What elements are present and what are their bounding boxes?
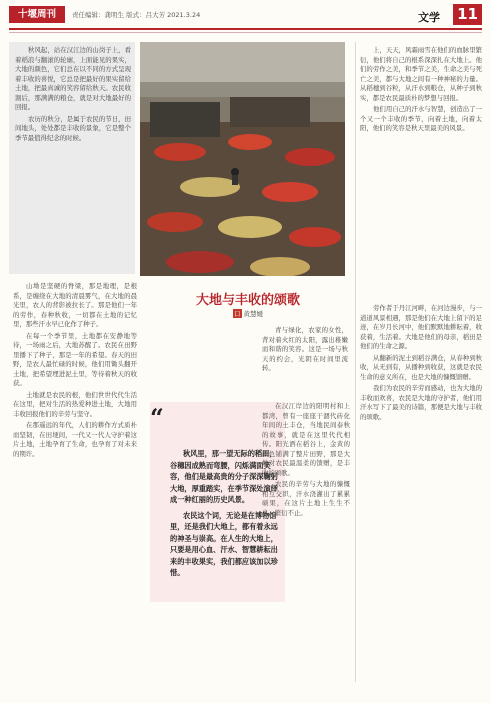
paragraph: 青与绿化，农家的女性，背对着火红的太阳，露出稚嫩而和谐的笑容。这是一场与秋天的约会，光阴在时间里流转。 [262,326,348,372]
column1-bottom-text [13,282,137,687]
paragraph: 他们用自己的汗水与智慧，创造出了一个又一个丰收的季节，向着土地，向着太阳，他们的笑容是秋天里最美的风景。 [360,105,482,132]
section-name: 文学 [418,11,440,24]
quote-paragraph: 农民这个词，无论是在博物馆里，还是我们大地上，都有着永远的神圣与崇高。在人生的大地上，只要是用心血、汗水、智慧耕耘出来的丰收果实，我们都应该加以珍惜。 [170,510,278,577]
harvest-photo [140,42,345,276]
paragraph: 山坳是坚硬的脊梁，那是地理，是根系，是缠绕在大地的清晨雾气，在大地的晨光里，农人的背影被拉长了。那是他们一年的劳作，春种秋收，一切都在土地的记忆里，那些汗水早已化作了种子。 [13,282,137,328]
column-badge [9,6,65,23]
paragraph: 从翻新的泥土到稻谷满仓，从春种到秋收，从无到有，从播种到收获，这就是农民生命的意义所在，也是大地的慷慨馈赠。 [360,353,482,381]
column-badge-label: 十堰周刊 [17,9,56,20]
paragraph: 我们为农民的辛劳而感动，也为大地的丰收而欢喜，农民是大地的守护者，他们用汗水写下了最美的诗篇，那便是大地与丰收的颂歌。 [360,384,482,421]
paragraph: 在汉江岸边的阳明村和上都湾，曾有一座座干涸代砖化年间的土丰仓，当地民间泰秋的故事，就是在这里代代相传。阳光洒在稻谷上，金黄的颜色铺满了整片田野，那是大地对农民最温柔的馈赠，是丰收的颂歌。 [262,402,350,477]
page-header [0,0,491,30]
paragraph: 在每一个季节里，土地都在安静地等待，一场雨之后，大地苏醒了。农民在田野里播下了种子，那是一年的希望。春天的田野，是农人最忙碌的时候，他们用锄头翻开土地，把希望埋进泥土里，等待着秋天的收获。 [13,331,137,387]
editor-line: 责任编辑：龚明生 版式：吕大芳 2021.3.24 [72,11,201,19]
column3-top-text [360,46,482,298]
author-line [150,309,346,318]
paragraph: 土地就是农民的根，他们世世代代生活在这里，把对生活的热爱种进土地，大地用丰收回报他们的辛劳与坚守。 [13,390,137,418]
column2-lower-text [262,402,350,684]
author-name: 黄慧媛 [243,310,263,318]
paragraph: 农历的秋分，是属于农民的节日，田间地头，处处都是丰收的景象，它是整个季节最值得纪念的时候。 [15,114,131,142]
header-rule-thin [9,32,482,33]
column3-bottom-text [360,304,482,684]
header-rule [9,28,482,30]
page-number: 11 [453,4,482,25]
paragraph: 秋风起，站在汉江边的山岗子上，看着稻浪与翻滚的轮廓，上面能见的果实，大地的颜色，它们总在以不同的方式呈现着丰收的喜悦，它总是把最好的果实留给土地，把最真诚的笑容留给秋天。农民收割后，那满满的粮仓，就是对大地最好的回报。 [15,46,131,111]
paragraph: 在那遥远的年代，人们的耕作方式质朴而坚韧，在田埂间，一代又一代人守护着这片土地，土地孕育了生命，也孕育了对未来的期许。 [13,421,137,458]
quote-paragraph: 秋风里，那一望无际的稻田，谷穗因成熟而弯腰，闪烁满面笑容，他们是最高贵的分子深深鞠躬大地，厚重踏实，在季节深处演绎成一种红丽的历史风景。 [170,449,278,504]
column1-top-text [15,46,131,271]
paragraph: 劳作者于丹江河畔，在河边漫步，与一道道风景相遇，那是他们在大地上留下的足迹，在岁月长河中，他们默默地耕耘着，收获着，生活着。大地是他们的母亲，稻田是他们的生命之源。 [360,304,482,350]
column2-upper-text [262,326,348,396]
paragraph: 农民的辛劳与大地的慷慨相互交织，汗水浇灌出了累累硕果，在这片土地上生生不息，繁衍不止。 [262,480,350,517]
column-divider [355,42,356,682]
author-marker: 口 [234,310,241,318]
harvest-photo-illustration [140,42,345,276]
paragraph: 上，天天，风霜雨雪在他们的血脉里繁衍，他们将自己的根系深深扎在大地上。他们的劳作之美，和季节之美，生命之美与死亡之美，都与大地之间有一种神秘的力量。从稻穗到谷粒，从汗水到粮仓，从种子到秋实，都是农民最质朴的梦想与回报。 [360,46,482,102]
article-title: 大地与丰收的颂歌 [195,293,300,308]
quote-mark-icon: “ [150,403,164,432]
